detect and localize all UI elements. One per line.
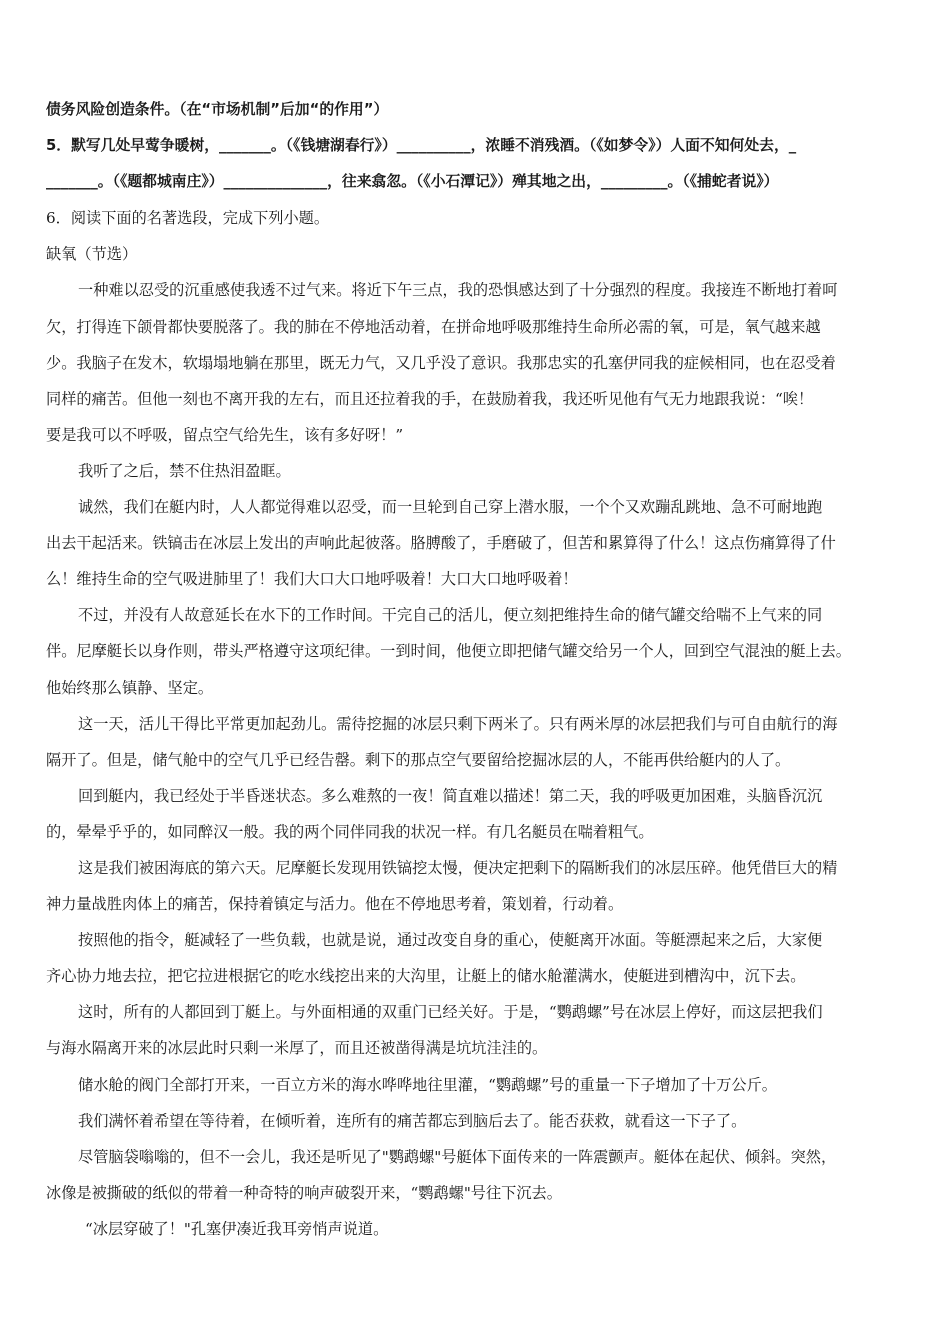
passage-line: 这是我们被困海底的第六天。尼摩艇长发现用铁镐挖太慢，便决定把剩下的隔断我们的冰层压碎。他凭借巨大的精 (78, 858, 838, 877)
passage-line: 回到艇内，我已经处于半昏迷状态。多么难熬的一夜！简直难以描述！第二天，我的呼吸更加困难，头脑昏沉沉 (78, 786, 823, 805)
passage-line: 尽管脑袋嗡嗡的，但不一会儿，我还是听见了"鹦鹉螺"号艇体下面传来的一阵震颤声。艇体在起伏、倾斜。突然， (78, 1147, 837, 1166)
passage-line: 我们满怀着希望在等待着，在倾听着，连所有的痛苦都忘到脑后去了。能否获救，就看这一下子了。 (78, 1111, 747, 1130)
passage-line: 他始终那么镇静、坚定。 (46, 678, 214, 697)
passage-line: 一种难以忍受的沉重感使我透不过气来。将近下午三点，我的恐惧感达到了十分强烈的程度。我接连不断地打着呵 (78, 281, 838, 300)
passage-line: 欠，打得连下颌骨都快要脱落了。我的肺在不停地活动着，在拼命地呼吸那维持生命所必需的氧，可是，氧气越来越 (46, 317, 821, 336)
passage-line: 伴。尼摩艇长以身作则，带头严格遵守这项纪律。一到时间，他便立即把储气罐交给另一个人，回到空气混浊的艇上去。 (46, 642, 851, 661)
passage-line: 冰像是被撕破的纸似的带着一种奇特的响声破裂开来，“鹦鹉螺"号往下沉去。 (46, 1183, 562, 1202)
passage-line: 诚然，我们在艇内时，人人都觉得难以忍受，而一旦轮到自己穿上潜水服，一个个又欢蹦乱跳地、急不可耐地跑 (78, 498, 823, 517)
passage-line: 么！维持生命的空气吸进肺里了！我们大口大口地呼吸着！大口大口地呼吸着！ (46, 570, 578, 589)
passage-title: 缺氧（节选） (46, 245, 138, 264)
passage-line: 这时，所有的人都回到丁艇上。与外面相通的双重门已经关好。于是，“鹦鹉螺”号在冰层上停好，而这层把我们 (78, 1003, 823, 1022)
passage-line: 与海水隔离开来的冰层此时只剩一米厚了，而且还被凿得满是坑坑洼洼的。 (46, 1039, 548, 1058)
passage-line: 储水舱的阀门全部打开来，一百立方米的海水哗哗地往里灌，“鹦鹉螺”号的重量一下子增加了十万公斤。 (78, 1075, 777, 1094)
passage-line: 我听了之后，禁不住热泪盈眶。 (78, 461, 291, 480)
passage-line: 齐心协力地去拉，把它拉进根据它的吃水线挖出来的大沟里，让艇上的储水舱灌满水，使艇进到槽沟中，沉下去。 (46, 967, 806, 986)
passage-line: 同样的痛苦。但他一刻也不离开我的左右，而且还拉着我的手，在鼓励着我，我还听见他有气无力地跟我说：“唉！ (46, 389, 814, 408)
passage-line: “冰层穿破了！"孔塞伊凑近我耳旁悄声说道。 (85, 1219, 389, 1238)
passage-line: 的，晕晕乎乎的，如同醉汉一般。我的两个同伴同我的状况一样。有几名艇员在喘着粗气。 (46, 822, 654, 841)
question-5-line-2: _______。（《题都城南庄》）______________，往来翕忽。（《小石潭记》）殚其地之出，_________。（《捕蛇者说》） (46, 173, 779, 191)
passage-line: 要是我可以不呼吸，留点空气给先生，该有多好呀！” (46, 425, 404, 444)
passage-line: 这一天，活儿干得比平常更加起劲儿。需待挖掘的冰层只剩下两米了。只有两米厚的冰层把我们与可自由航行的海 (78, 714, 838, 733)
question-6-prompt: 6．阅读下面的名著选段，完成下列小题。 (46, 209, 330, 228)
passage-line: 神力量战胜肉体上的痛苦，保持着镇定与活力。他在不停地思考着，策划着，行动着。 (46, 895, 624, 914)
passage-line: 隔开了。但是，储气舱中的空气几乎已经告罄。剩下的那点空气要留给挖掘冰层的人，不能再供给艇内的人了。 (46, 750, 791, 769)
passage-line: 少。我脑子在发木，软塌塌地躺在那里，既无力气，又几乎没了意识。我那忠实的孔塞伊同我的症候相同，也在忍受着 (46, 353, 836, 372)
passage-line: 出去干起活来。铁镐击在冰层上发出的声响此起彼落。胳膊酸了，手磨破了，但苦和累算得了什么！这点伤痛算得了什 (46, 534, 836, 553)
question-4-answer-tail: 债务风险创造条件。（在“市场机制”后加“的作用”） (46, 101, 389, 118)
document-page (46, 92, 914, 1247)
question-5-line-1: 5．默写几处早莺争暖树，_______。（《钱塘湖春行》）__________，浓睡不消残酒。（《如梦令》）人面不知何处去，_ (46, 137, 797, 155)
passage-line: 按照他的指令，艇减轻了一些负载，也就是说，通过改变自身的重心，使艇离开冰面。等艇漂起来之后，大家便 (78, 931, 823, 950)
passage-line: 不过，并没有人故意延长在水下的工作时间。干完自己的活儿，便立刻把维持生命的储气罐交给喘不上气来的同 (78, 606, 823, 625)
